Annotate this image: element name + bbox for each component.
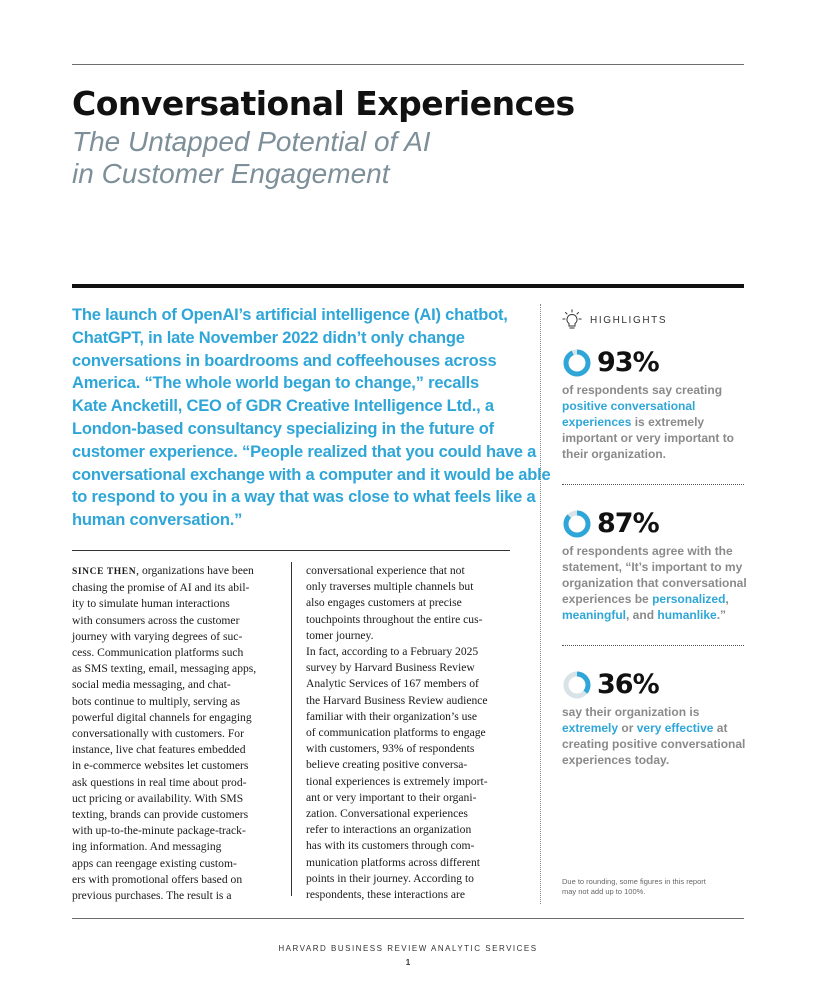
- stat-line: [562, 575, 747, 591]
- stat-text-run: important or very important to: [562, 431, 735, 445]
- page-number: 1: [405, 958, 411, 967]
- body-line: texting, brands can provide customers: [72, 808, 249, 822]
- body-line: as SMS texting, email, messaging apps,: [72, 662, 257, 676]
- stat-text-run: organization that conversational: [562, 576, 747, 590]
- lede-line: America. “The whole world began to change,” recalls: [72, 374, 479, 393]
- stat-text-run: ,: [725, 592, 729, 606]
- stat-text-run: creating positive conversational: [562, 737, 746, 751]
- highlights-label: HIGHLIGHTS: [590, 314, 668, 326]
- stat-separator: [562, 484, 744, 485]
- stat-text-run: say their organization is: [562, 705, 700, 719]
- donut-fill: [566, 513, 588, 535]
- highlight-stat-87: [562, 508, 747, 623]
- body-line: previous purchases. The result is a: [72, 889, 232, 903]
- subtitle-line: The Untapped Potential of AI: [72, 126, 431, 157]
- stat-line: [562, 720, 744, 736]
- body-line: respondents, these interactions are: [306, 888, 466, 902]
- lede-line: human conversation.”: [72, 511, 243, 530]
- stat-emphasis: personalized: [652, 592, 726, 606]
- body-column-2: [306, 563, 516, 903]
- footer-publisher: HARVARD BUSINESS REVIEW ANALYTIC SERVICES: [278, 944, 538, 953]
- page-subtitle: [72, 126, 431, 190]
- stat-line: [562, 446, 744, 462]
- lede-line: conversational exchange with a computer and it would be able: [72, 465, 551, 484]
- donut-fill: [566, 352, 588, 374]
- body-line: with consumers across the customer: [72, 613, 240, 627]
- body-line: tomer journey.: [306, 628, 374, 642]
- body-line: familiar with their organization’s use: [306, 709, 478, 723]
- stat-percent: 87%: [597, 508, 659, 539]
- stat-text-run: of respondents agree with the: [562, 544, 733, 558]
- body-rule: [72, 550, 510, 551]
- stat-text-run: experiences be: [562, 592, 653, 606]
- body-line: tional experiences is extremely import-: [306, 774, 488, 788]
- bottom-rule: [72, 918, 744, 919]
- body-line: Analytic Services of 167 members of: [306, 677, 479, 691]
- stat-emphasis: positive conversational: [562, 399, 696, 413]
- stat-emphasis: extremely: [562, 721, 619, 735]
- stat-text-run: of respondents say creating: [562, 383, 723, 397]
- lede-line: customer experience. “People realized that you could have a: [72, 442, 537, 461]
- stat-text-run: statement, “It’s important to my: [562, 560, 743, 574]
- stat-emphasis: very effective: [636, 721, 714, 735]
- section-rule: [72, 284, 744, 288]
- body-line: conversationally with customers. For: [72, 727, 244, 741]
- stat-text-run: at: [713, 721, 728, 735]
- highlight-stat-93: [562, 347, 744, 462]
- body-line: ing information. And messaging: [72, 840, 222, 854]
- body-line: zation. Conversational experiences: [306, 807, 468, 821]
- lede-line: Kate Ancketill, CEO of GDR Creative Intelligence Ltd., a: [72, 397, 494, 416]
- lightbulb-icon: [562, 309, 582, 331]
- body-line: the Harvard Business Review audience: [306, 693, 488, 707]
- stat-line: [562, 398, 744, 414]
- lede-line: The launch of OpenAI’s artificial intelligence (AI) chatbot,: [72, 306, 508, 324]
- body-line: ant or very important to their organi-: [306, 790, 477, 804]
- body-line: uct pricing or availability. With SMS: [72, 791, 244, 805]
- body-line: chasing the promise of AI and its abil-: [72, 581, 250, 595]
- body-line: apps can reengage existing custom-: [72, 856, 237, 870]
- body-line: bots continue to multiply, serving as: [72, 694, 240, 708]
- body-line: conversational experience that not: [306, 564, 465, 577]
- stat-line: [562, 543, 744, 559]
- body-line: in e-commerce websites let customers: [72, 759, 249, 773]
- stat-percent: 93%: [597, 347, 659, 378]
- stat-line: [562, 414, 744, 430]
- stat-line: [562, 752, 744, 768]
- body-line: survey by Harvard Business Review: [306, 661, 475, 675]
- stat-line: [562, 382, 744, 398]
- body-line: ask questions in real time about prod-: [72, 775, 247, 789]
- donut-ring-icon: [562, 670, 592, 700]
- stat-separator: [562, 645, 744, 646]
- stat-text-run: .”: [716, 608, 727, 622]
- stat-text-run: experiences today.: [562, 753, 670, 767]
- body-line: of communication platforms to engage: [306, 726, 486, 740]
- stat-text-run: , and: [626, 608, 658, 622]
- body-line: with up-to-the-minute package-track-: [72, 824, 246, 838]
- body-line: ers with promotional offers based on: [72, 872, 243, 886]
- body-line: cess. Communication platforms such: [72, 646, 244, 660]
- highlights-header: [562, 309, 667, 331]
- body-line: ity to simulate human interactions: [72, 597, 230, 611]
- body-line: instance, live chat features embedded: [72, 743, 246, 757]
- sidebar-divider: [540, 304, 541, 904]
- stat-emphasis: humanlike: [657, 608, 717, 622]
- body-line: refer to interactions an organization: [306, 823, 472, 837]
- body-line: believe creating positive conversa-: [306, 758, 468, 772]
- donut-ring-icon: [562, 509, 592, 539]
- body-line: In fact, according to a February 2025: [306, 645, 479, 659]
- stat-text-run: is extremely: [631, 415, 705, 429]
- body-line: touchpoints throughout the entire cus-: [306, 612, 483, 626]
- body-line: only traverses multiple channels but: [306, 580, 474, 594]
- body-line: with customers, 93% of respondents: [306, 742, 475, 756]
- lede-line: ChatGPT, in late November 2022 didn’t only change: [72, 328, 465, 347]
- stat-line: [562, 704, 744, 720]
- stat-percent: 36%: [597, 669, 659, 700]
- body-line: munication platforms across different: [306, 855, 480, 869]
- stat-line: [562, 430, 744, 446]
- lede-paragraph: [72, 304, 551, 532]
- subtitle-line: in Customer Engagement: [72, 158, 390, 189]
- lede-line: London-based consultancy specializing in the future of: [72, 419, 494, 438]
- stat-line: [562, 607, 744, 623]
- stat-emphasis: meaningful: [562, 608, 627, 622]
- stat-line: [562, 736, 744, 752]
- highlight-stat-36: [562, 669, 744, 768]
- top-rule: [72, 64, 744, 65]
- body-line: journey with varying degrees of suc-: [72, 629, 243, 643]
- body-line: has with its customers through com-: [306, 839, 475, 853]
- body-line: also engages customers at precise: [306, 596, 462, 610]
- body-column-1: [72, 563, 282, 904]
- stat-line: [562, 591, 744, 607]
- stat-text-run: or: [618, 721, 637, 735]
- stat-description: [562, 543, 747, 623]
- body-line: social media messaging, and chat-: [72, 678, 231, 692]
- stat-description: [562, 704, 744, 768]
- stat-description: [562, 382, 744, 462]
- column-divider: [291, 562, 292, 896]
- page-title: Conversational Experiences: [72, 84, 575, 123]
- body-line: points in their journey. According to: [306, 871, 474, 885]
- donut-ring-icon: [562, 348, 592, 378]
- stat-emphasis: experiences: [562, 415, 632, 429]
- lede-line: to respond to you in a way that was close to what feels like a: [72, 488, 536, 507]
- stat-line: [562, 559, 744, 575]
- body-first-line: SINCE THEN, organizations have been: [72, 564, 254, 577]
- footnote: Due to rounding, some figures in this report may not add up to 100%.: [562, 877, 706, 896]
- lede-line: conversations in boardrooms and coffeehouses across: [72, 351, 497, 370]
- lead-in: SINCE THEN: [72, 567, 137, 577]
- stat-text-run: their organization.: [562, 447, 667, 461]
- body-line: powerful digital channels for engaging: [72, 710, 252, 724]
